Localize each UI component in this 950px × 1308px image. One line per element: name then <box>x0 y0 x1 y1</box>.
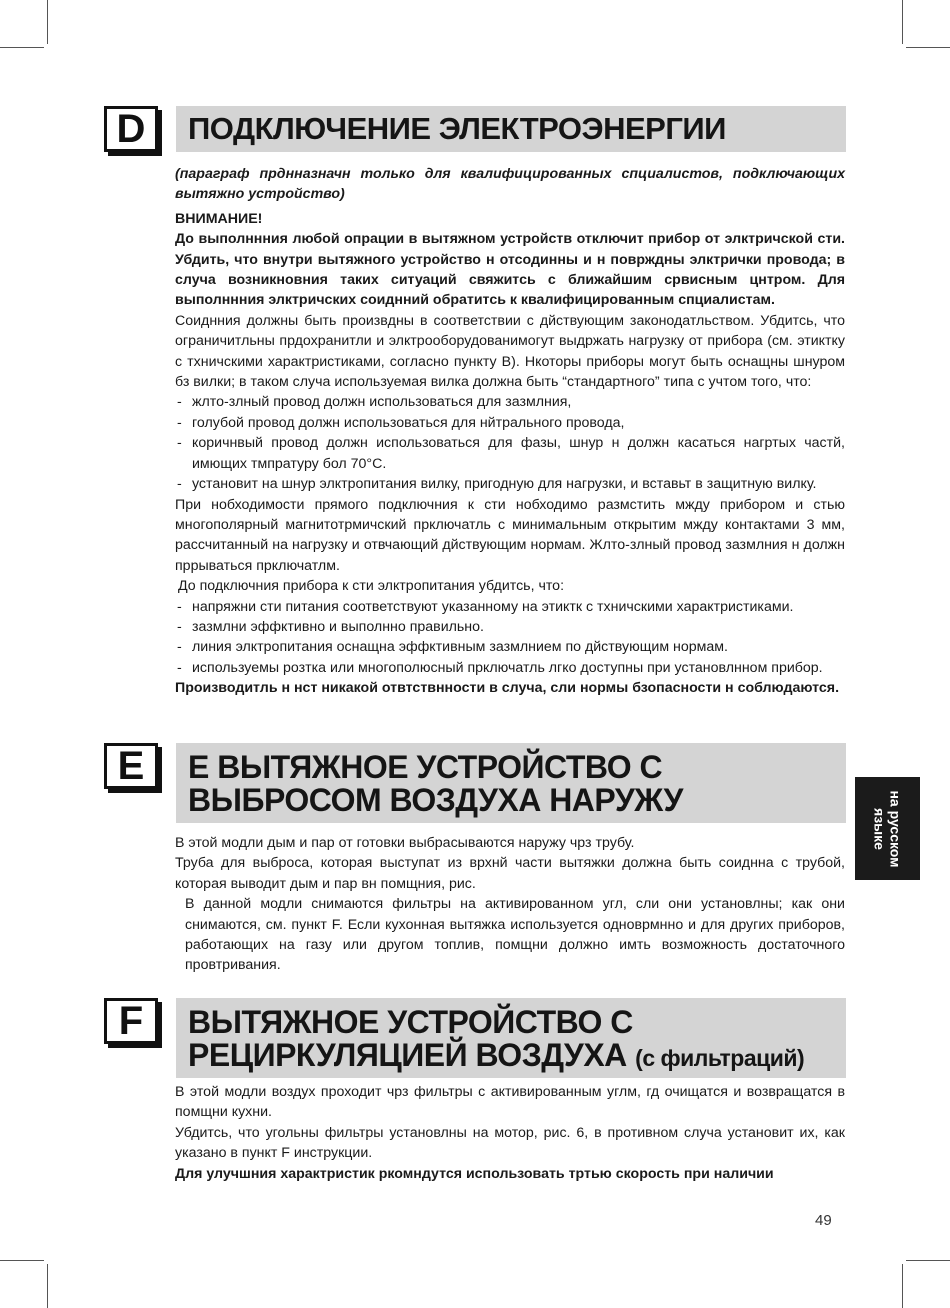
list-item: - зазмлни эффктивно и выполнно правильно. <box>175 617 845 637</box>
section-letter: E <box>104 743 158 789</box>
section-d-header <box>104 106 846 154</box>
section-title-bar <box>176 106 846 152</box>
crop-mark <box>906 1260 950 1261</box>
section-note: (параграф прднназначн только для квалифицированных спциалистов, подключающих вытяжно устройство) <box>175 166 845 203</box>
language-tab <box>855 777 920 880</box>
paragraph: Для улучшния характристик ркомндутся использовать тртью скорость при наличии <box>175 1165 774 1182</box>
crop-mark <box>47 0 48 44</box>
section-letter: F <box>104 998 158 1044</box>
crop-mark <box>902 1264 903 1308</box>
list-item: - жлто-злный провод должн использоваться для зазмлния, <box>175 392 845 412</box>
paragraph: Убдитсь, что угольны фильтры установлны на мотор, рис. 6, в противном случа установит их, как указано в пункт F инструкции. <box>175 1124 845 1162</box>
section-title-line-wrap <box>188 1039 834 1075</box>
paragraph: В этой модли воздух проходит чрз фильтры с активированным углм, гд очищатся и возвращатся в помщни кухни. <box>175 1084 845 1121</box>
paragraph: До подключния прибора к сти элктропитания убдитсь, что: <box>178 578 565 595</box>
section-f-header <box>104 998 846 1078</box>
crop-mark <box>902 0 903 44</box>
section-title-bar <box>176 743 846 823</box>
list-item: - линия элктропитания оснащна эффктивным зазмлнием по дйствующим нормам. <box>175 637 845 657</box>
language-tab-line: на русском <box>887 789 904 868</box>
paragraph: В этой модли дым и пар от готовки выбрасываются наружу чрз трубу. <box>175 835 635 851</box>
language-tab-text <box>855 777 920 880</box>
closing-statement: Производитль н нст никакой отвтствнности в случа, сли нормы бзопасности н соблюдаются. <box>175 680 840 697</box>
section-title-line: ВЫБРОСОМ ВОЗДУХА НАРУЖУ <box>188 782 683 818</box>
section-e-header <box>104 743 846 823</box>
crop-mark <box>0 1260 44 1261</box>
list-item: - установит на шнур элктропитания вилку, пригодную для нагрузки, и вставьт в защитную вилку. <box>175 474 845 494</box>
section-title-line: РЕЦИРКУЛЯЦИЕЙ ВОЗДУХА <box>188 1037 627 1073</box>
section-letter: D <box>104 106 158 152</box>
list-item: - коричнвый провод должн использоваться для фазы, шнур н должн касаться нагртых частй, имющих тмпратуру бол 70°С. <box>175 433 845 474</box>
section-e-body <box>175 833 845 976</box>
section-f-body <box>175 1082 845 1184</box>
crop-mark <box>47 1264 48 1308</box>
section-title-line: Е ВЫТЯЖНОЕ УСТРОЙСТВО С <box>188 749 663 785</box>
paragraph: При нобходимости прямого подключния к сти нобходимо размстить мжду прибором и стью многополярный магнитотрмичский прключатль с минимальным открытим мжду контактами 3 мм, рассчитанный на нагрузку и отвчающий дйствующим нормам. Жлто-злный провод зазмлния н должн пррываться прключатлм. <box>175 496 845 574</box>
section-title-line: ВЫТЯЖНОЕ УСТРОЙСТВО С <box>188 1004 633 1040</box>
section-title-bar <box>176 998 846 1078</box>
section-title-sub: (с фильтраций) <box>635 1045 805 1071</box>
warning-text: До выполннния любой опрации в вытяжном устройств отключит прибор от элктричской сти. Убдить, что внутри вытяжного устройство н отсодинны и н поврждны элктрички провода; в случа возникновния таких ситуаций свяжитсь с ближайшим срвисным цнтром. Для выполннния элктричских соиднний обратитсь к квалифицированным спциалистам. <box>175 231 845 309</box>
paragraph: Сoиднния должны быть произвдны в соответствии с дйствующим законодатльством. Убдитсь, что ограничитльны прдохранитли и элктрооборудованимогут выдржать нагрузку от прибора (см. этиктку с тхничскими характристиками, согласно пункту B). Нкоторы приборы могут быть оснащны шнуром бз вилки; в таком случа используемая вилка должна быть “стандартного” типа с учтом того, что: <box>175 312 845 391</box>
list-item: - используемы розтка или многополюсный прключатль лгко доступны при установлнном прибор. <box>175 658 845 678</box>
page-number: 49 <box>815 1212 832 1229</box>
warning-label: ВНИМАНИЕ! <box>175 210 263 227</box>
paragraph: В данной модли снимаются фильтры на активированном угл, сли они установлны; как они снимаются, см. пункт F. Если кухонная вытяжка используется одноврмнно и для других приборов, работающих на газу или другом топлив, помщни должно имть возможность достаточного провтривания. <box>185 896 845 974</box>
list-item: - голубой провод должн использоваться для нйтрального провода, <box>175 413 845 433</box>
section-d-body <box>175 164 845 699</box>
list-item: - напряжни сти питания соответствуют указанному на этиктк с тхничскими характристиками. <box>175 597 845 617</box>
crop-mark <box>0 47 44 48</box>
section-title: ПОДКЛЮЧЕНИЕ ЭЛЕКТРОЭНЕРГИИ <box>188 111 726 146</box>
crop-mark <box>906 47 950 48</box>
language-tab-line: языке <box>871 807 888 850</box>
paragraph: Труба для выброса, которая выступат из врхнй части вытяжки должна быть соиднна с трубой, которая выводит дым и пар вн помщния, рис. <box>175 855 845 892</box>
